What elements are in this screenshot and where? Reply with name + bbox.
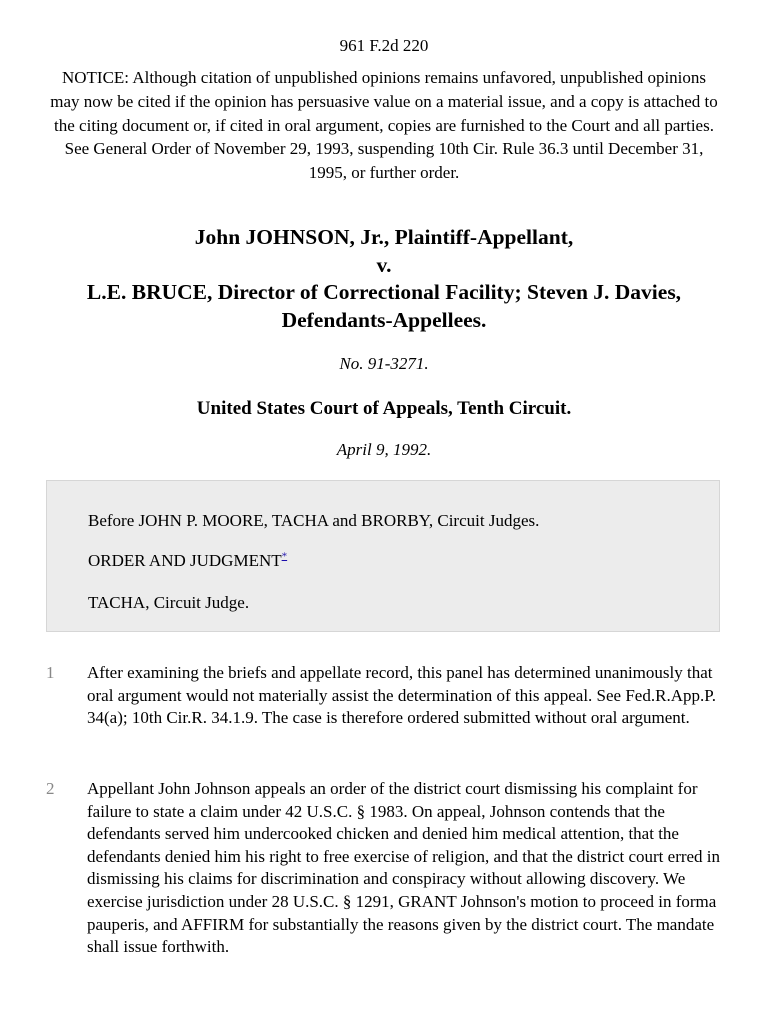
paragraph-number: 1 [46,663,55,682]
defendants-line: L.E. BRUCE, Director of Correctional Facility; Steven J. Davies, Defendants-Appellees. [86,280,682,332]
author-line: TACHA, Circuit Judge. [88,593,250,612]
case-caption [60,224,708,334]
footnote-link[interactable]: * [281,550,288,563]
court-name: United States Court of Appeals, Tenth Circuit. [196,398,572,419]
paragraph-text: Appellant John Johnson appeals an order of the district court dismissing his complaint for failure to state a claim under 42 U.S.C. § 1983. On appeal, Johnson contends that the defendants served him undercooked chicken and denied him medical attention, that the defendants denied him his right to free exercise of religion, and that the district court erred in dismissing his claims for discrimination and conspiracy without allowing discovery. We exercise jurisdiction under 28 U.S.C. § 1291, GRANT Johnson's motion to proceed in forma pauperis, and AFFIRM for substantially the reasons given by the district court. The mandate shall issue forthwith. [87,779,721,957]
unpublished-opinion-notice: NOTICE: Although citation of unpublished opinions remains unfavored, unpublished opinions may now be cited if the opinion has persuasive value on a material issue, and a copy is attached to the citing document or, if cited in oral argument, copies are furnished to the Court and all parties. See General Order of November 29, 1993, suspending 10th Cir. Rule 36.3 until December 31, 1995, or further order. [50,68,718,183]
versus-line: v. [376,252,392,277]
order-title: ORDER AND JUDGMENT [88,551,282,570]
judges-line: Before JOHN P. MOORE, TACHA and BRORBY, Circuit Judges. [88,511,540,530]
decision-date: April 9, 1992. [336,440,432,459]
paragraph-text: After examining the briefs and appellate record, this panel has determined unanimously that oral argument would not materially assist the determination of this appeal. See Fed.R.App.P. 34(a); 10th Cir.R. 34.1.9. The case is therefore ordered submitted without oral argument. [87,663,717,728]
docket-number: No. 91-3271. [339,354,429,373]
judges-panel-box [46,480,720,632]
paragraph-number: 2 [46,779,55,798]
plaintiff-line: John JOHNSON, Jr., Plaintiff-Appellant, [194,225,574,249]
case-citation: 961 F.2d 220 [339,36,429,55]
order-title-line [88,551,287,571]
